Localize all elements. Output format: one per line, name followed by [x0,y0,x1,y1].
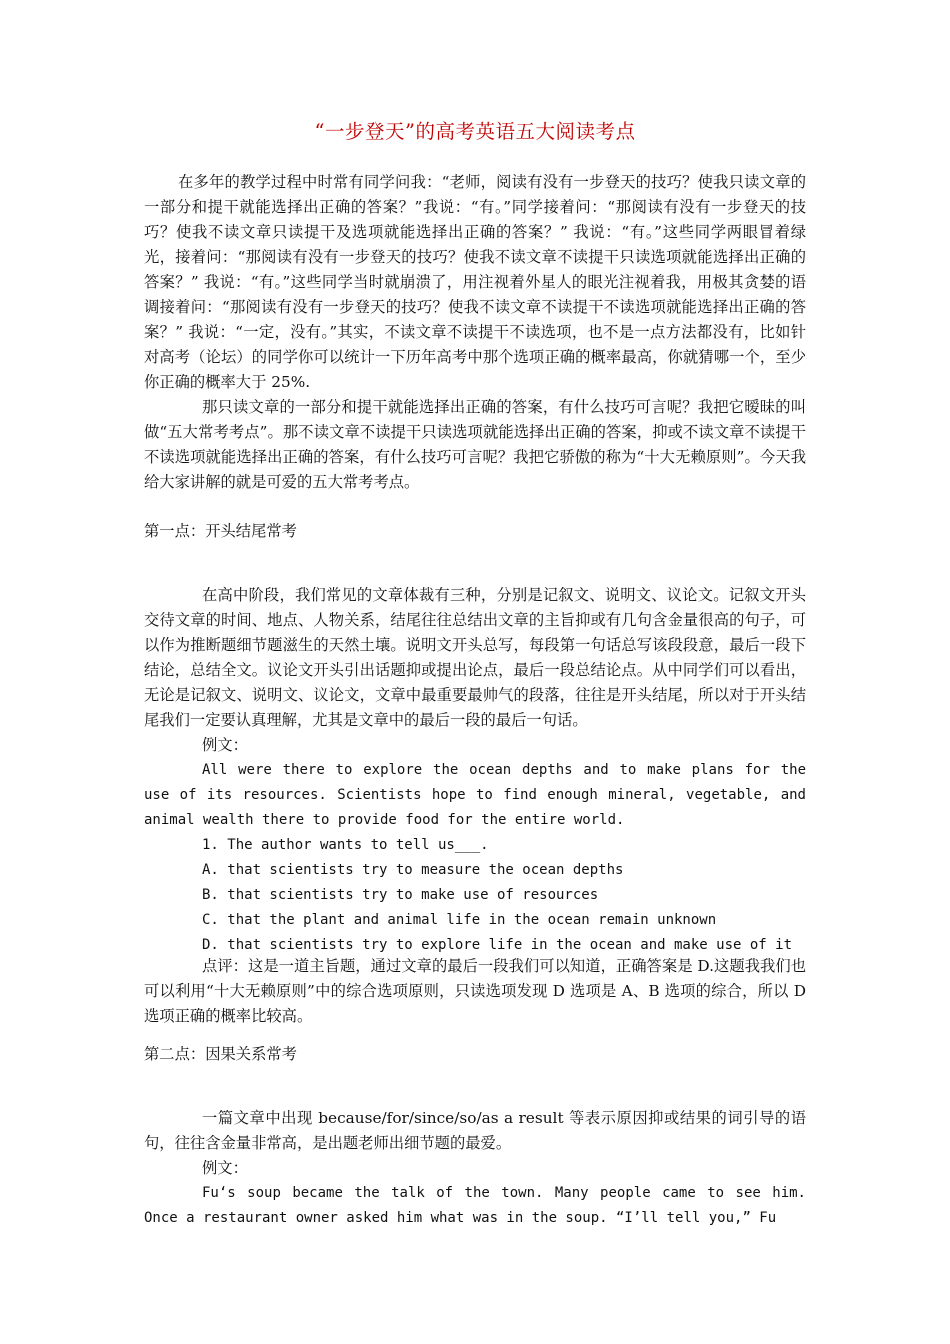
section-2-example-label: 例文： [202,1159,248,1177]
section-1-comment: 点评：这是一道主旨题，通过文章的最后一段我们可以知道，正确答案是 D.这题我我们也可以利用“十大无赖原则”中的综合选项原则，只读选项发现 D 选项是 A、B 选项的综合，所以 D 选项正确的概率比较高。 [144,957,806,1025]
intro-paragraph-1: 在多年的教学过程中时常有同学问我：“老师，阅读有没有一步登天的技巧？使我只读文章的一部分和提干就能选择出正确的答案？”我说：“有。”同学接着问：“那阅读有没有一步登天的技巧？使我不读文章只读提干及选项就能选择出正确的答案？” 我说：“有。”这些同学两眼冒着绿光，接着问：“那阅读有没有一步登天的技巧？使我不读文章不读提干只读选项就能选择出正确的答案？” 我说：“有。”这些同学当时就崩溃了，用注视着外星人的眼光注视着我，用极其贪婪的语调接着问：“那阅读有没有一步登天的技巧？使我不读文章不读提干不读选项就能选择出正确的答案？” 我说：“一定，没有。”其实，不读文章不读提干不读选项，也不是一点方法都没有，比如针对高考（论坛）的同学你可以统计一下历年高考中那个选项正确的概率最高，你就猜哪一个，至少你正确的概率大于 25%. [144,173,806,391]
option-c: C. that the plant and animal life in the ocean remain unknown [202,912,717,928]
intro-paragraph-2: 那只读文章的一部分和提干就能选择出正确的答案，有什么技巧可言呢？我把它暧昧的叫做“五大常考考点”。那不读文章不读提干只读选项就能选择出正确的答案，抑或不读文章不读提干不读选项就能选择出正确的答案，有什么技巧可言呢？我把它骄傲的称为“十大无赖原则”。今天我给大家讲解的就是可爱的五大常考考点。 [144,398,806,491]
option-b: B. that scientists try to make use of resources [202,887,599,903]
section-1-passage: All were there to explore the ocean depths and to make plans for the use of its resources. Scientists hope to find enough mineral, vegetable, and animal wealth there to provide food for the entire world. [144,762,806,828]
document-title: “一步登天”的高考英语五大阅读考点 [314,120,636,143]
section-2-heading: 第二点：因果关系常考 [144,1045,297,1063]
section-1-body: 在高中阶段，我们常见的文章体裁有三种，分别是记叙文、说明文、议论文。记叙文开头交待文章的时间、地点、人物关系，结尾往往总结出文章的主旨抑或有几句含金量很高的句子，可以作为推断题细节题滋生的天然土壤。说明文开头总写，每段第一句话总写该段段意，最后一段下结论，总结全文。议论文开头引出话题抑或提出论点，最后一段总结论点。从中同学们可以看出，无论是记叙文、说明文、议论文，文章中最重要最帅气的段落，往往是开头结尾，所以对于开头结尾我们一定要认真理解，尤其是文章中的最后一段的最后一句话。 [144,586,806,729]
option-d: D. that scientists try to explore life in the ocean and make use of it [202,937,793,953]
section-1-heading: 第一点：开头结尾常考 [144,522,297,540]
section-2-body: 一篇文章中出现 because/for/since/so/as a result 等表示原因抑或结果的词引导的语句，往往含金量非常高，是出题老师出细节题的最爱。 [144,1109,806,1152]
intro-section [144,170,806,495]
section-1 [144,519,806,1029]
section-2-passage: Fu‘s soup became the talk of the town. Many people came to see him. Once a restaurant owner asked him what was in the soup. “I’ll tell you,” Fu [144,1185,806,1226]
section-2 [144,1042,806,1231]
section-1-example-label: 例文： [202,736,248,754]
section-1-question: 1. The author wants to tell us___. [202,837,489,853]
option-a: A. that scientists try to measure the ocean depths [202,862,624,878]
